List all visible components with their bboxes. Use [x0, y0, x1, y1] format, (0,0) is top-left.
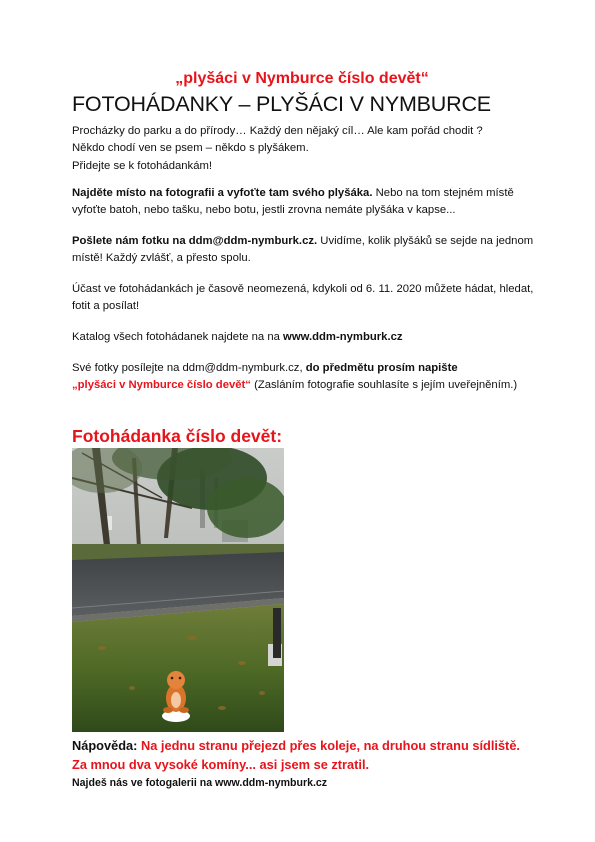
subject-line: „plyšáci v Nymburce číslo devět“: [72, 379, 251, 392]
instructions-paragraph: [72, 360, 534, 395]
intro-line-1: Procházky do parku a do přírody… Každý den nějaký cíl… Ale kam pořád chodit ?: [72, 125, 483, 137]
catalog-text: Katalog všech fotohádanek najdete na na: [72, 331, 284, 343]
find-bold: Najděte místo na fotografii a vyfoťte tam svého plyšáka.: [72, 187, 373, 199]
intro-line-3: Přidejte se k fotohádankám!: [72, 159, 213, 172]
send-text: Uvidíme, kolik plyšáků se sejde na jednom místě! Každý zvlášť, a přesto spolu.: [72, 235, 534, 265]
page-title: FOTOHÁDANKY – PLYŠÁCI V NYMBURCE: [72, 92, 491, 116]
hint-paragraph: [72, 737, 534, 774]
send-bold: Pošlete nám fotku na ddm@ddm-nymburk.cz.: [72, 235, 318, 247]
instructions-text-2: (Zasláním fotografie souhlasíte s jejím uveřejněním.): [250, 379, 518, 392]
instructions-text-1: Své fotky posílejte na ddm@ddm-nymburk.cz,: [72, 362, 306, 374]
intro-paragraph: [72, 123, 534, 175]
subtitle: „plyšáci v Nymburce číslo devět“: [175, 70, 429, 87]
hint-label: Nápověda:: [72, 738, 138, 753]
find-text: Nebo na tom stejném místě vyfoťte batoh, nebo tašku, nebo botu, jestli zrovna nemáte plyšáka v kapse...: [72, 187, 514, 217]
hint-text: Na jednu stranu přejezd přes koleje, na druhou stranu sídliště. Za mnou dva vysoké komíny... asi jsem se ztratil.: [72, 738, 520, 772]
gallery-note: Najdeš nás ve fotogalerii na www.ddm-nymburk.cz: [72, 777, 328, 789]
participation-paragraph: Účast ve fotohádankách je časově neomezená, kdykoli od 6. 11. 2020 můžete hádat, hledat, fotit a posílat!: [72, 283, 534, 313]
puzzle-heading: Fotohádanka číslo devět:: [72, 426, 283, 446]
find-paragraph: [72, 185, 534, 220]
catalog-paragraph: [72, 329, 534, 346]
puzzle-photo: [72, 448, 284, 732]
catalog-link[interactable]: www.ddm-nymburk.cz: [283, 331, 403, 343]
intro-line-2: Někdo chodí ven se psem – někdo s plyšákem.: [72, 142, 309, 155]
instructions-bold: do předmětu prosím napište: [305, 362, 458, 374]
send-paragraph: [72, 233, 534, 268]
